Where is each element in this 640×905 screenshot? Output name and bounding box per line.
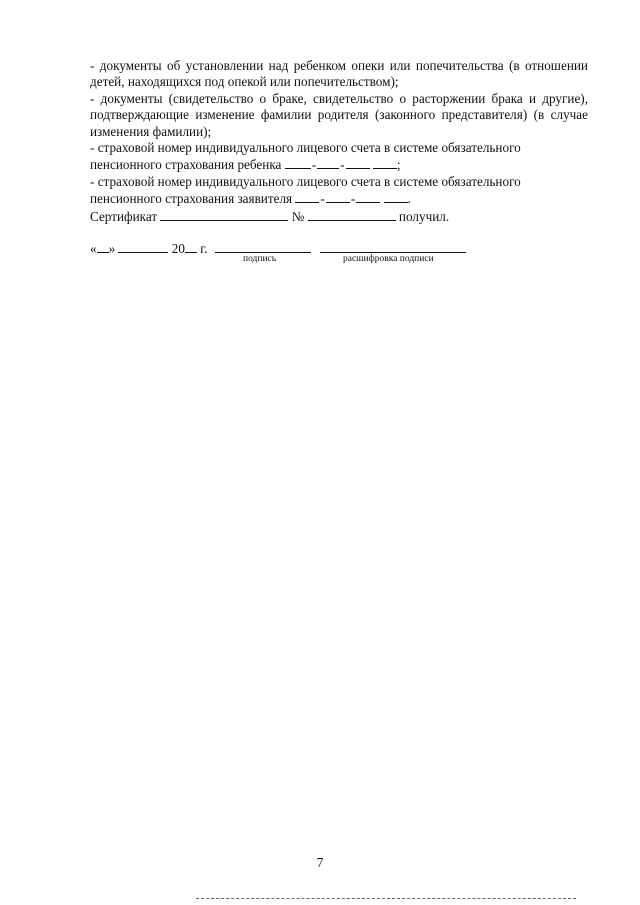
paragraph-surname-change: - документы (свидетельство о браке, свидетельство о расторжении брака и другие), подтверждающие изменение фамилии родителя (законного представителя) (в случае изменения фамилии); [90,90,588,139]
bottom-scan-edge [196,898,576,899]
snils-dash: - [311,157,317,173]
date-day-blank [97,240,109,253]
snils-applicant-blank-2 [326,190,350,203]
certificate-number-sign: № [291,209,305,224]
certificate-number-blank [308,208,396,221]
snils-applicant-blank-3 [356,190,380,203]
certificate-name-blank [160,208,288,221]
page-number: 7 [316,855,324,870]
paragraph-snils-applicant [90,174,588,208]
snils-dash: - [320,191,325,207]
snils-applicant-blank-4 [384,190,408,203]
snils-child-blank-1 [285,156,311,169]
snils-child-blank-4 [373,156,397,169]
snils-child-tail: ; [396,157,401,173]
snils-dash: - [340,157,345,173]
caption-signature-decoding: расшифровка подписи [343,254,434,264]
snils-applicant-text: - страховой номер индивидуального лицевого счета в системе обязательного пенсионного страхования заявителя [90,173,521,207]
date-year-blank [185,240,197,253]
certificate-received: получил. [398,209,450,224]
certificate-label: Сертификат [90,209,158,224]
snils-applicant-tail: . [407,191,411,207]
date-open-quote: « [90,241,97,256]
paragraph-snils-child [90,140,588,174]
paragraph-guardianship: - документы об установлении над ребенком опеки или попечительства (в отношении детей, находящихся под опекой или попечительством); [90,58,588,90]
date-close-quote: » [108,241,116,256]
snils-child-blank-3 [346,156,370,169]
snils-child-text: - страховой номер индивидуального лицевого счета в системе обязательного пенсионного страхования ребенка [90,140,521,173]
date-year-suffix: г. [200,241,208,256]
snils-child-blank-2 [317,156,339,169]
caption-signature: подпись [243,254,277,264]
signature-blank [215,240,311,253]
certificate-line [90,208,449,225]
document-body [90,58,588,208]
snils-dash: - [350,191,356,207]
date-year-prefix: 20 [171,241,185,256]
snils-applicant-blank-1 [295,190,319,203]
date-month-blank [118,240,168,253]
signature-decoding-blank [320,240,466,253]
